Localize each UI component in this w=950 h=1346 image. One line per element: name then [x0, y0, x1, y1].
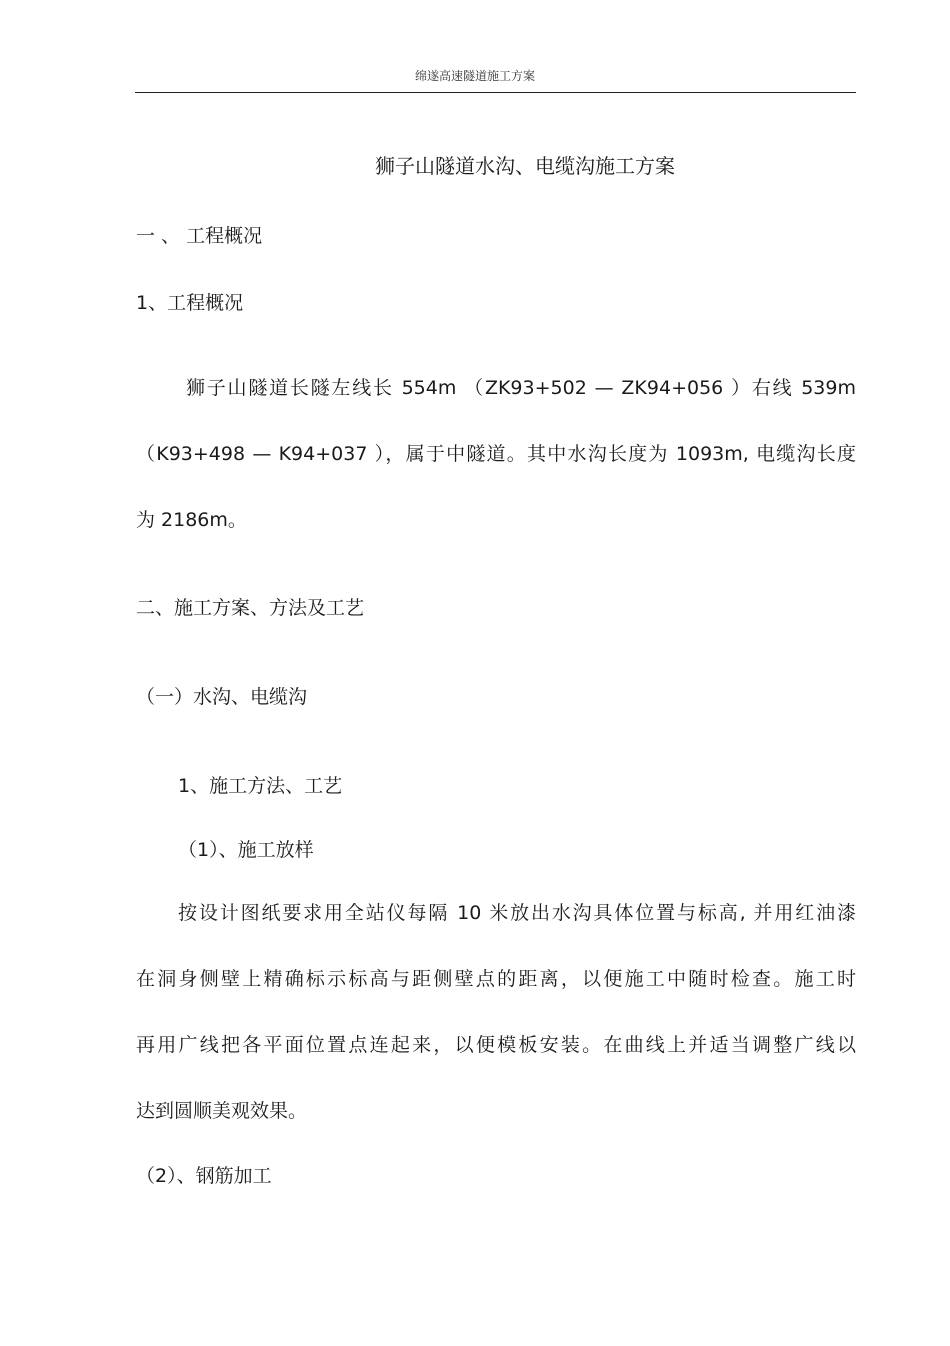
item-heading-setting-out: （1）、施工放样 — [178, 839, 314, 861]
section-heading-2: 二、施工方案、方法及工艺 — [136, 597, 365, 619]
setting-out-line: 按设计图纸要求用全站仪每隔 10 米放出水沟具体位置与标高, 并用红油漆 — [178, 902, 856, 924]
setting-out-paragraph — [136, 880, 856, 1144]
subsection-heading-water-cable-ditch: （一）水沟、电缆沟 — [136, 686, 308, 708]
document-title: 狮子山隧道水沟、电缆沟施工方案 — [375, 154, 675, 178]
overview-line: 为 2186m。 — [136, 509, 247, 531]
subsection-heading-1-1: 1、工程概况 — [136, 292, 244, 314]
overview-line: 狮子山隧道长隧左线长 554m （ZK93+502 — ZK94+056 ）右线 539m — [186, 377, 856, 399]
header-rule — [135, 92, 856, 93]
setting-out-line: 达到圆顺美观效果。 — [136, 1100, 308, 1122]
section-heading-1: 一 、 工程概况 — [136, 225, 263, 247]
overview-line: （K93+498 — K94+037 ），属于中隧道。其中水沟长度为 1093m, 电缆沟长度 — [136, 443, 856, 465]
setting-out-line: 在洞身侧壁上精确标示标高与距侧壁点的距离，以便施工中随时检查。施工时 — [136, 968, 856, 990]
item-heading-construction-method: 1、施工方法、工艺 — [178, 775, 343, 797]
setting-out-line: 再用广线把各平面位置点连起来，以便模板安装。在曲线上并适当调整广线以 — [136, 1034, 856, 1056]
running-header: 绵遂高速隧道施工方案 — [414, 69, 535, 83]
overview-paragraph — [136, 355, 856, 553]
item-heading-rebar-processing: （2）、钢筋加工 — [136, 1165, 272, 1187]
